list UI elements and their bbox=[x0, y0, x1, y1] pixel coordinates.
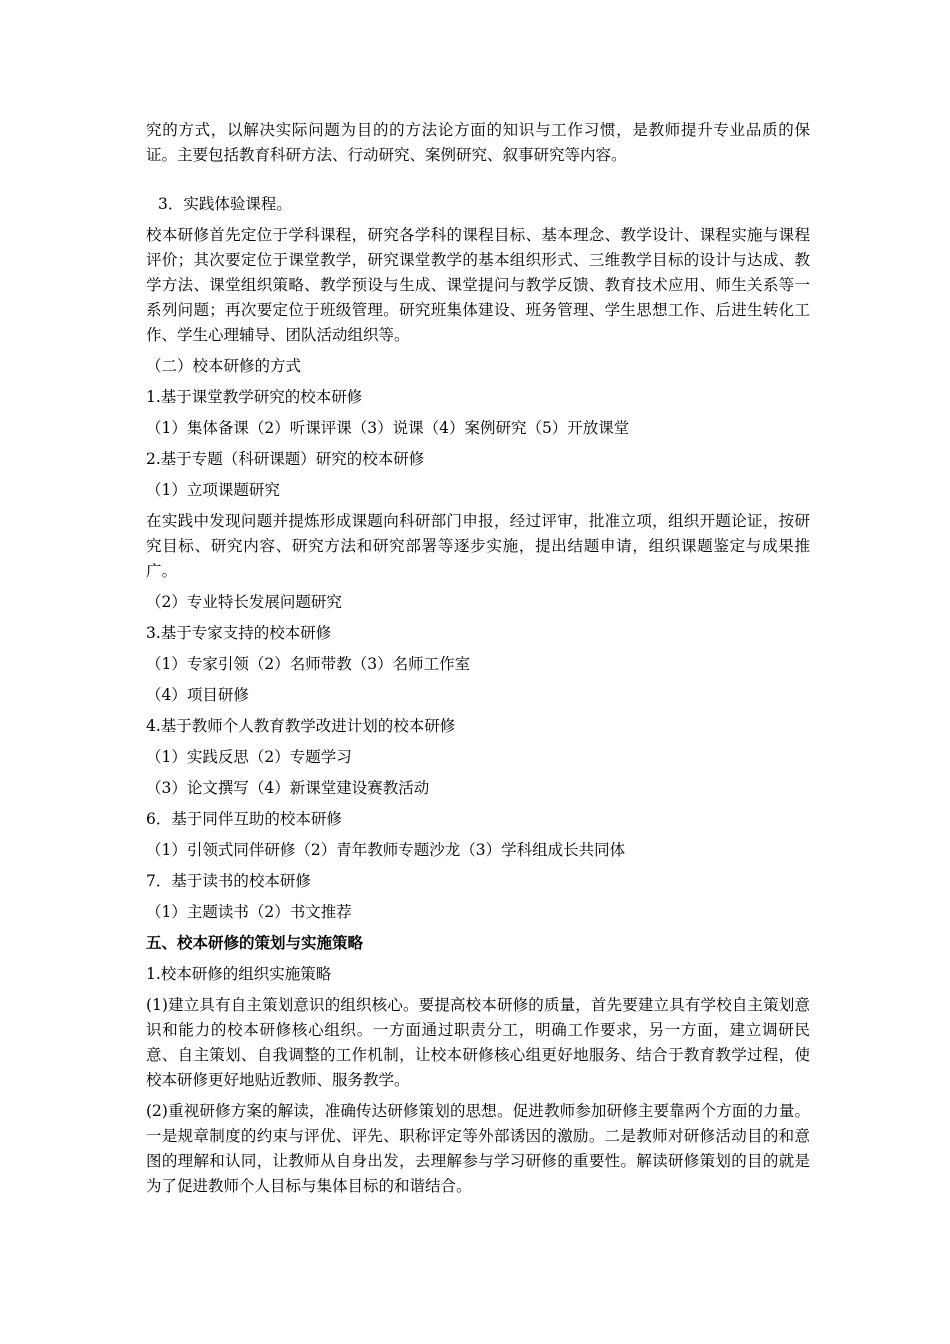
section-heading-five: 五、校本研修的策划与实施策略 bbox=[146, 934, 364, 952]
method-1-title: 1.基于课堂教学研究的校本研修 bbox=[146, 388, 363, 406]
method-3-title: 3.基于专家支持的校本研修 bbox=[146, 624, 332, 642]
method-6-title: 6．基于同伴互助的校本研修 bbox=[146, 810, 342, 828]
method-2-title: 2.基于专题（科研课题）研究的校本研修 bbox=[146, 450, 425, 468]
paragraph-research-methods: 究的方式，以解决实际问题为目的的方法论方面的知识与工作习惯，是教师提升专业品质的保证。主要包括教育科研方法、行动研究、案例研究、叙事研究等内容。 bbox=[146, 121, 810, 164]
method-6-items: （1）引领式同伴研修（2）青年教师专题沙龙（3）学科组成长共同体 bbox=[146, 841, 626, 859]
method-4-title: 4.基于教师个人教育教学改进计划的校本研修 bbox=[146, 717, 456, 735]
paragraph-practice-course: 校本研修首先定位于学科课程，研究各学科的课程目标、基本理念、教学设计、课程实施与课程评价；其次要定位于课堂教学，研究课堂教学的基本组织形式、三维教学目标的设计与达成、教学方法、课堂组织策略、教学预设与生成、课堂提问与教学反馈、教育技术应用、师生关系等一系列问题；再次要定位于班级管理。研究班集体建设、班务管理、学生思想工作、后进生转化工作、学生心理辅导、团队活动组织等。 bbox=[146, 226, 810, 344]
method-4-items-b: （3）论文撰写（4）新课堂建设赛教活动 bbox=[146, 779, 430, 797]
document-page bbox=[146, 118, 810, 1205]
method-7-title: 7．基于读书的校本研修 bbox=[146, 872, 311, 890]
method-2-item-2: （2）专业特长发展问题研究 bbox=[146, 593, 342, 611]
strategy-1-title: 1.校本研修的组织实施策略 bbox=[146, 965, 332, 983]
paragraph-project-research: 在实践中发现问题并提炼形成课题向科研部门申报，经过评审，批准立项，组织开题论证，按研究目标、研究内容、研究方法和研究部署等逐步实施，提出结题申请，组织课题鉴定与成果推广。 bbox=[146, 512, 810, 580]
method-4-items-a: （1）实践反思（2）专题学习 bbox=[146, 748, 352, 766]
method-3-items-b: （4）项目研修 bbox=[146, 686, 249, 704]
method-1-items: （1）集体备课（2）听课评课（3）说课（4）案例研究（5）开放课堂 bbox=[146, 419, 630, 437]
method-7-items: （1）主题读书（2）书文推荐 bbox=[146, 903, 352, 921]
section-title-methods: （二）校本研修的方式 bbox=[146, 357, 302, 375]
paragraph-strategy-core: (1)建立具有自主策划意识的组织核心。要提高校本研修的质量，首先要建立具有学校自主策划意识和能力的校本研修核心组织。一方面通过职责分工，明确工作要求，另一方面，建立调研民意、自主策划、自我调整的工作机制，让校本研修核心组更好地服务、结合于教育教学过程，使校本研修更好地贴近教师、服务教学。 bbox=[146, 996, 810, 1089]
paragraph-strategy-interpretation: (2)重视研修方案的解读，准确传达研修策划的思想。促进教师参加研修主要靠两个方面的力量。一是规章制度的约束与评优、评先、职称评定等外部诱因的激励。二是教师对研修活动目的和意图的理解和认同，让教师从自身出发，去理解参与学习研修的重要性。解读研修策划的目的就是为了促进教师个人目标与集体目标的和谐结合。 bbox=[146, 1102, 810, 1195]
method-3-items-a: （1）专家引领（2）名师带教（3）名师工作室 bbox=[146, 655, 471, 673]
method-2-item-1: （1）立项课题研究 bbox=[146, 481, 280, 499]
item-practice-course: 3．实践体验课程。 bbox=[158, 195, 292, 213]
